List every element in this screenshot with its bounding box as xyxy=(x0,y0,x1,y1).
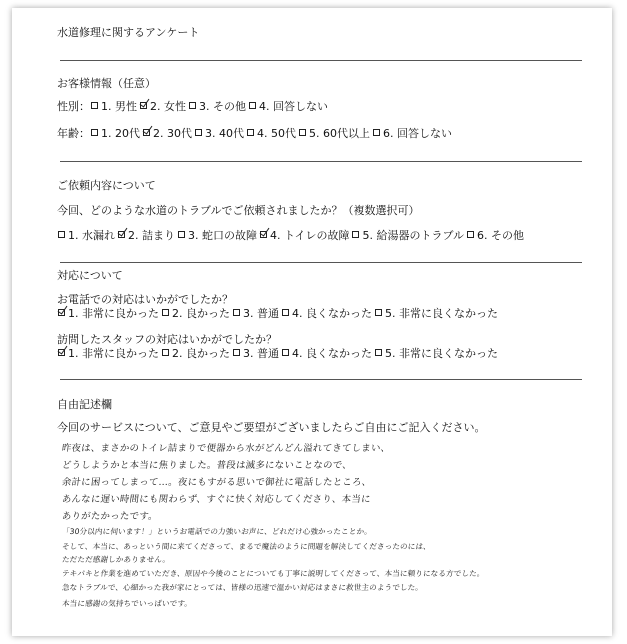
handwritten-line: 「30分以内に伺います！」というお電話での力強いお声に、どれだけ心強かったことか。 xyxy=(61,527,373,536)
staff-option[interactable] xyxy=(161,347,230,360)
checkbox[interactable] xyxy=(233,309,240,316)
checkbox[interactable] xyxy=(233,349,240,356)
checkbox[interactable] xyxy=(195,129,202,136)
request-option-label: 1. 水漏れ xyxy=(68,229,115,242)
request-section-heading: ご依頼内容について xyxy=(57,179,156,192)
gender-option[interactable] xyxy=(248,100,328,113)
request-option-label: 4. トイレの故障 xyxy=(270,229,350,242)
gender-option[interactable] xyxy=(90,100,137,113)
phone-option[interactable] xyxy=(161,307,230,320)
phone-option-label: 4. 良くなかった xyxy=(292,307,372,320)
checkbox[interactable] xyxy=(178,231,185,238)
checkbox[interactable] xyxy=(143,129,150,136)
staff-option-label: 2. 良かった xyxy=(172,347,230,360)
age-option-label: 1. 20代 xyxy=(101,127,140,140)
age-option-label: 6. 回答しない xyxy=(383,127,452,140)
phone-question: お電話での対応はいかがでしたか？ xyxy=(57,293,233,306)
age-row xyxy=(57,127,454,140)
staff-option[interactable] xyxy=(281,347,372,360)
gender-option[interactable] xyxy=(188,100,246,113)
request-question: 今回、どのような水道のトラブルでご依頼されましたか？（複数選択可） xyxy=(57,204,420,217)
checkbox[interactable] xyxy=(373,129,380,136)
age-option[interactable] xyxy=(372,127,452,140)
age-option[interactable] xyxy=(246,127,296,140)
phone-option[interactable] xyxy=(281,307,372,320)
handwritten-line: 急なトラブルで、心細かった我が家にとっては、皆様の迅速で温かい対応はまさに救世主のようでした。 xyxy=(61,583,424,592)
checkbox[interactable] xyxy=(260,231,267,238)
checkbox[interactable] xyxy=(58,309,65,316)
gender-option-label: 4. 回答しない xyxy=(259,100,328,113)
age-option-label: 4. 50代 xyxy=(257,127,296,140)
handwritten-line: 余計に困ってしまって…。夜にもすがる思いで御社に電話したところ、 xyxy=(61,477,373,488)
age-option-label: 5. 60代以上 xyxy=(309,127,370,140)
handwritten-line: そして、本当に、あっという間に来てくださって、まるで魔法のように問題を解決してくださったのには、 xyxy=(61,542,432,551)
staff-option-label: 5. 非常に良くなかった xyxy=(385,347,498,360)
gender-option-label: 3. その他 xyxy=(199,100,246,113)
customer-section-heading: お客様情報（任意） xyxy=(57,77,156,90)
checkbox[interactable] xyxy=(352,231,359,238)
checkbox[interactable] xyxy=(282,349,289,356)
staff-option[interactable] xyxy=(232,347,279,360)
handwritten-line: ただただ感謝しかありません。 xyxy=(61,555,171,564)
checkbox[interactable] xyxy=(249,102,256,109)
handwritten-line: 本当に感謝の気持ちでいっぱいです。 xyxy=(61,599,193,608)
age-option[interactable] xyxy=(90,127,140,140)
age-label: 年齢： xyxy=(57,127,90,140)
checkbox[interactable] xyxy=(162,309,169,316)
checkbox[interactable] xyxy=(282,309,289,316)
request-option-label: 6. その他 xyxy=(477,229,525,242)
request-option-label: 5. 給湯器のトラブル xyxy=(362,229,465,242)
free-section-heading: 自由記述欄 xyxy=(57,398,112,411)
handwritten-line: 昨夜は、まさかのトイレ詰まりで便器から水がどんどん溢れてきてしまい、 xyxy=(61,443,391,454)
age-option[interactable] xyxy=(142,127,192,140)
checkbox[interactable] xyxy=(375,309,382,316)
request-option-label: 2. 詰まり xyxy=(128,229,175,242)
checkbox[interactable] xyxy=(58,231,65,238)
gender-row xyxy=(57,100,330,113)
survey-sheet xyxy=(12,8,612,636)
phone-option[interactable] xyxy=(57,307,159,320)
staff-option-label: 1. 非常に良かった xyxy=(68,347,159,360)
gender-label: 性別： xyxy=(57,100,90,113)
age-option[interactable] xyxy=(298,127,370,140)
handwritten-line: テキパキと作業を進めていただき、原因や今後のことについても丁寧に説明してくださって、本当に頼りになる方でした。 xyxy=(61,569,486,578)
request-option-label: 3. 蛇口の故障 xyxy=(188,229,257,242)
divider xyxy=(60,60,582,61)
staff-question: 訪問したスタッフの対応はいかがでしたか？ xyxy=(57,333,277,346)
phone-option-label: 5. 非常に良くなかった xyxy=(385,307,498,320)
phone-options xyxy=(57,307,500,320)
request-option[interactable] xyxy=(177,229,257,242)
age-option[interactable] xyxy=(194,127,244,140)
staff-option-label: 4. 良くなかった xyxy=(292,347,372,360)
divider xyxy=(60,262,582,263)
request-option[interactable] xyxy=(351,229,464,242)
gender-option-label: 2. 女性 xyxy=(150,100,186,113)
free-prompt: 今回のサービスについて、ご意見やご要望がございましたらご自由にご記入ください。 xyxy=(57,421,486,434)
survey-title: 水道修理に関するアンケート xyxy=(57,26,200,39)
checkbox[interactable] xyxy=(91,129,98,136)
phone-option[interactable] xyxy=(232,307,279,320)
request-options xyxy=(57,229,526,242)
age-option-label: 2. 30代 xyxy=(153,127,192,140)
handwritten-line: どうしようかと本当に焦りました。普段は滅多にないことなので、 xyxy=(61,460,353,471)
checkbox[interactable] xyxy=(375,349,382,356)
phone-option[interactable] xyxy=(374,307,498,320)
phone-option-label: 2. 良かった xyxy=(172,307,230,320)
checkbox[interactable] xyxy=(162,349,169,356)
gender-option[interactable] xyxy=(139,100,186,113)
request-option[interactable] xyxy=(117,229,175,242)
staff-option[interactable] xyxy=(374,347,498,360)
checkbox[interactable] xyxy=(58,349,65,356)
response-section-heading: 対応について xyxy=(57,269,123,282)
checkbox[interactable] xyxy=(140,102,147,109)
checkbox[interactable] xyxy=(189,102,196,109)
staff-options xyxy=(57,347,500,360)
checkbox[interactable] xyxy=(247,129,254,136)
request-option[interactable] xyxy=(57,229,115,242)
checkbox[interactable] xyxy=(91,102,98,109)
age-options xyxy=(90,127,454,140)
checkbox[interactable] xyxy=(118,231,125,238)
staff-option-label: 3. 普通 xyxy=(243,347,279,360)
handwritten-line: ありがたかったです。 xyxy=(61,511,159,522)
checkbox[interactable] xyxy=(299,129,306,136)
handwritten-line: あんなに遅い時間にも関わらず、すぐに快く対応してくださり、本当に xyxy=(61,494,372,505)
phone-option-label: 1. 非常に良かった xyxy=(68,307,159,320)
gender-options xyxy=(90,100,330,113)
phone-option-label: 3. 普通 xyxy=(243,307,279,320)
divider xyxy=(60,161,582,162)
gender-option-label: 1. 男性 xyxy=(101,100,137,113)
request-option[interactable] xyxy=(259,229,349,242)
age-option-label: 3. 40代 xyxy=(205,127,244,140)
checkbox[interactable] xyxy=(467,231,474,238)
divider xyxy=(60,379,582,380)
request-option[interactable] xyxy=(466,229,524,242)
staff-option[interactable] xyxy=(57,347,159,360)
